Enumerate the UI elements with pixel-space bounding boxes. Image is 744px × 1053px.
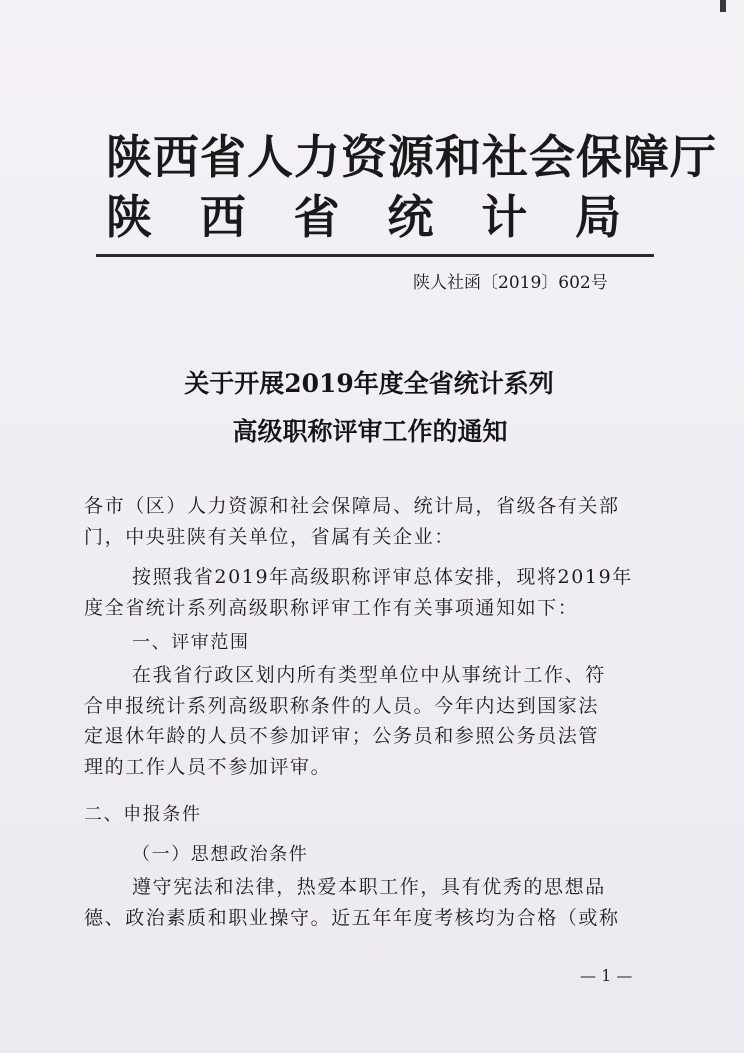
issuing-agency-line-2 (106, 190, 621, 244)
agency-char: 局 (574, 190, 621, 244)
text-line: 理的工作人员不参加评审。 (84, 755, 332, 778)
section-1-paragraph (84, 660, 664, 782)
agency-char: 西 (199, 190, 246, 244)
text-line: 合申报统计系列高级职称条件的人员。今年内达到国家法 (84, 694, 600, 717)
issuing-agency-line-1: 陕西省人力资源和社会保障厅 (106, 130, 717, 184)
section-2-heading: 二、申报条件 (84, 804, 202, 825)
text-line: 在我省行政区划内所有类型单位中从事统计工作、符 (132, 664, 606, 686)
document-title-line-2: 高级职称评审工作的通知 (232, 417, 508, 446)
document-title-line-1: 关于开展2019年度全省统计系列 (184, 369, 554, 398)
text-line: 遵守宪法和法律，热爱本职工作，具有优秀的思想品 (132, 876, 606, 898)
addressee-paragraph (84, 491, 664, 552)
section-2-heading-block (84, 800, 664, 831)
page-number: — 1 — (580, 966, 633, 985)
text-line: 度全省统计系列高级职称评审工作有关事项通知如下： (84, 596, 579, 619)
agency-char: 省 (293, 190, 340, 244)
text-line: 门，中央驻陕有关单位，省属有关企业： (84, 525, 455, 548)
text-line: 德、政治素质和职业操守。近五年年度考核均为合格（或称 (84, 906, 620, 929)
document-number: 陕人社函〔2019〕602号 (413, 273, 608, 293)
agency-char: 计 (481, 190, 528, 244)
text-line: 定退休年龄的人员不参加评审；公务员和参照公务员法管 (84, 725, 600, 747)
text-line: 按照我省2019年高级职称评审总体安排，现将2019年 (132, 566, 633, 588)
subsection-1-heading-block (84, 840, 664, 871)
staple-mark (720, 0, 726, 12)
subsection-1-heading: （一）思想政治条件 (132, 844, 309, 865)
section-1-heading: 一、评审范围 (132, 632, 250, 653)
text-line: 各市（区）人力资源和社会保障局、统计局，省级各有关部 (84, 495, 620, 517)
section-1-heading-block (84, 628, 664, 659)
agency-char: 陕 (106, 190, 152, 244)
intro-paragraph (84, 562, 664, 623)
header-divider (96, 254, 654, 257)
subsection-1-paragraph (84, 872, 664, 933)
agency-char: 统 (387, 190, 434, 244)
